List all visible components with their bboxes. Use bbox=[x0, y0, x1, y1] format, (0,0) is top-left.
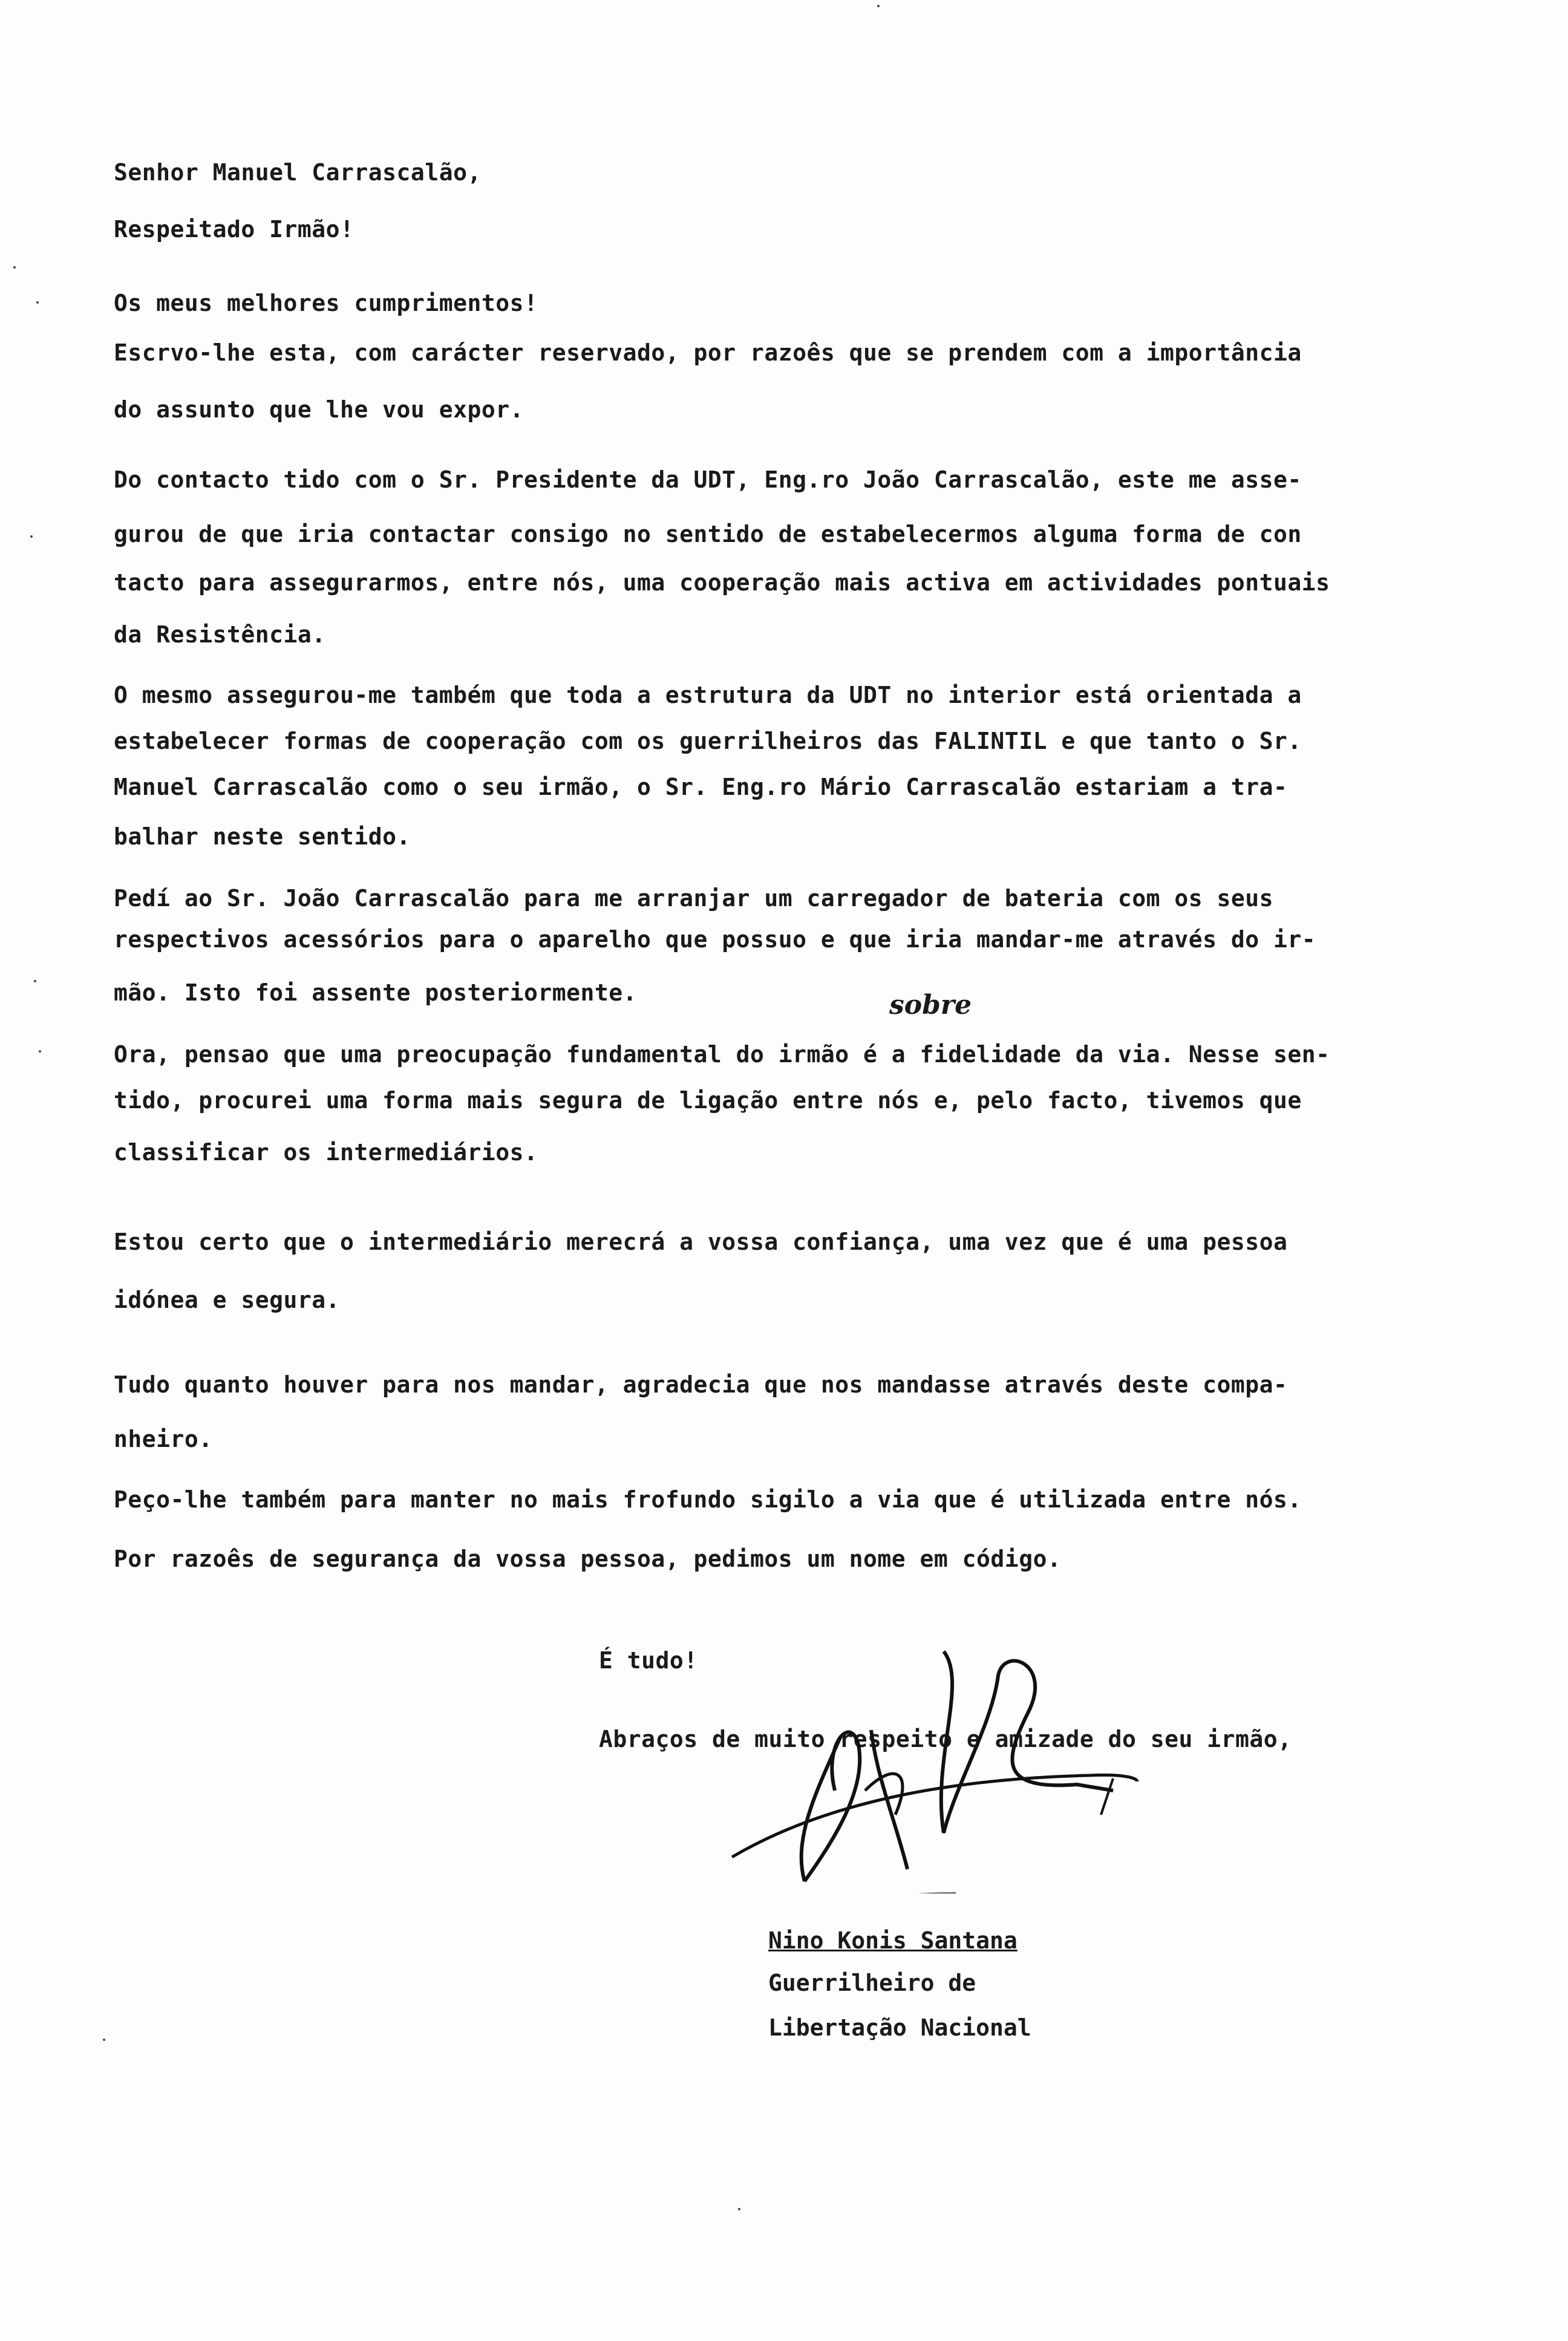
body-line: balhar neste sentido. bbox=[114, 823, 411, 850]
body-line: nheiro. bbox=[114, 1426, 213, 1452]
signer-name: Nino Konis Santana bbox=[768, 1927, 1018, 1954]
body-line: da Resistência. bbox=[114, 621, 326, 648]
body-line: tido, procurei uma forma mais segura de ligação entre nós e, pelo facto, tivemos que bbox=[114, 1087, 1302, 1114]
signer-title: Guerrilheiro de bbox=[768, 1970, 976, 1996]
body-line: mão. Isto foi assente posteriormente. bbox=[114, 979, 637, 1006]
paper-speck bbox=[738, 2208, 740, 2210]
body-line: Ora, pensao que uma preocupação fundamental do irmão é a fidelidade da via. Nesse sen- bbox=[114, 1041, 1330, 1068]
body-line: Pedí ao Sr. João Carrascalão para me arranjar um carregador de bateria com os seus bbox=[114, 885, 1273, 912]
body-line: classificar os intermediários. bbox=[114, 1139, 538, 1166]
body-line: Por razoês de segurança da vossa pessoa, pedimos um nome em código. bbox=[114, 1546, 1062, 1572]
handwritten-correction: sobre bbox=[889, 990, 972, 1020]
body-line: Estou certo que o intermediário merecrá a vossa confiança, uma vez que é uma pessoa bbox=[114, 1229, 1288, 1255]
body-line: Peço-lhe também para manter no mais frofundo sigilo a via que é utilizada entre nós. bbox=[114, 1486, 1302, 1513]
body-line: O mesmo assegurou-me também que toda a estrutura da UDT no interior está orientada a bbox=[114, 682, 1302, 708]
paper-speck bbox=[30, 535, 33, 538]
body-line: estabelecer formas de cooperação com os guerrilheiros das FALINTIL e que tanto o Sr. bbox=[114, 728, 1302, 754]
body-line: do assunto que lhe vou expor. bbox=[114, 396, 524, 423]
paper-speck bbox=[36, 301, 39, 304]
body-line: Tudo quanto houver para nos mandar, agradecia que nos mandasse através deste compa- bbox=[114, 1371, 1288, 1398]
paper-speck bbox=[877, 5, 880, 7]
body-line: Manuel Carrascalão como o seu irmão, o Sr. Eng.ro Mário Carrascalão estariam a tra- bbox=[114, 774, 1288, 800]
closing-line: É tudo! bbox=[599, 1647, 698, 1674]
signature-icon bbox=[714, 1639, 1198, 1893]
salutation-line: Senhor Manuel Carrascalão, bbox=[114, 159, 482, 186]
body-line: Do contacto tido com o Sr. Presidente da UDT, Eng.ro João Carrascalão, este me asse- bbox=[114, 466, 1302, 493]
closing-line: Abraços de muito respeito e amizade do seu irmão, bbox=[599, 1726, 1292, 1752]
paper-speck bbox=[13, 266, 16, 269]
body-line: tacto para assegurarmos, entre nós, uma cooperação mais activa em actividades pontuais bbox=[114, 569, 1330, 596]
body-line: idónea e segura. bbox=[114, 1287, 341, 1313]
paper-speck bbox=[34, 980, 36, 982]
paper-speck bbox=[103, 2039, 105, 2041]
body-line: Escrvo-lhe esta, com carácter reservado, por razoês que se prendem com a importância bbox=[114, 339, 1302, 366]
salutation-line: Respeitado Irmão! bbox=[114, 216, 354, 243]
body-line: respectivos acessórios para o aparelho que possuo e que iria mandar-me através do ir- bbox=[114, 926, 1316, 953]
greeting-line: Os meus melhores cumprimentos! bbox=[114, 290, 538, 316]
body-line: gurou de que iria contactar consigo no sentido de estabelecermos alguma forma de con bbox=[114, 521, 1302, 547]
signer-title: Libertação Nacional bbox=[768, 2014, 1031, 2041]
paper-speck bbox=[39, 1050, 41, 1053]
